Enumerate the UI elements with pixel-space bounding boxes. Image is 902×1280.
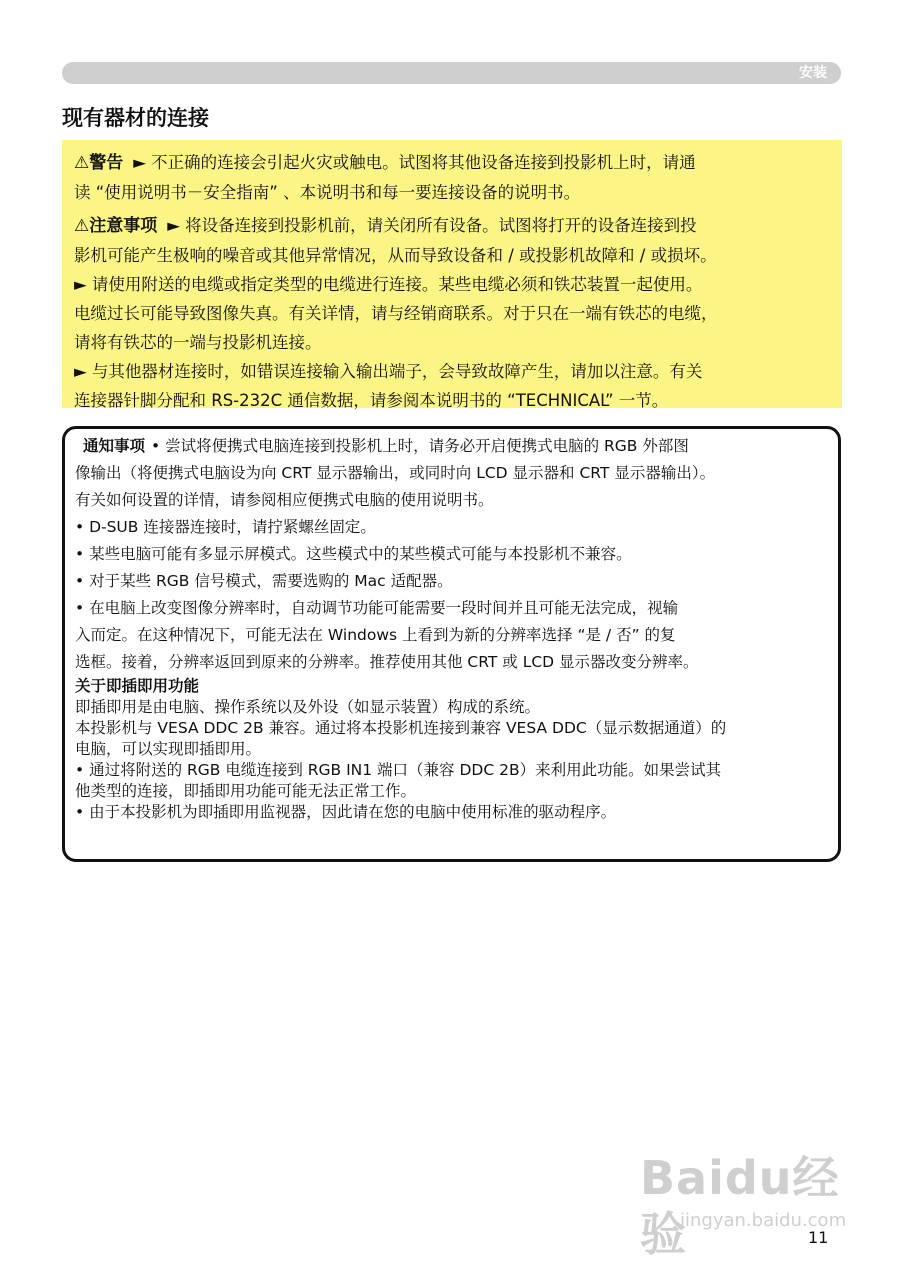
- section-header-bar: [62, 62, 841, 84]
- page-title: 现有器材的连接: [62, 106, 209, 130]
- caution-text-line: ► 与其他器材连接时，如错误连接输入输出端子，会导致故障产生，请加以注意。有关: [74, 362, 703, 381]
- notice-text-line: • 尝试将便携式电脑连接到投影机上时，请务必开启便携式电脑的 RGB 外部图: [151, 437, 689, 455]
- warning-text-line: ► 不正确的连接会引起火灾或触电。试图将其他设备连接到投影机上时，请通: [133, 153, 696, 172]
- caution-text-line: 电缆过长可能导致图像失真。有关详情，请与经销商联系。对于只在一端有铁芯的电缆，: [74, 304, 718, 323]
- warning-tag: ⚠警告: [74, 153, 124, 173]
- notice-bullet: • 对于某些 RGB 信号模式，需要选购的 Mac 适配器。: [75, 572, 453, 590]
- notice-box: [62, 426, 841, 862]
- pnp-text-line: 他类型的连接，即插即用功能可能无法正常工作。: [75, 782, 417, 800]
- caution-tag: ⚠注意事项: [74, 216, 158, 236]
- watermark-logo-text: Baidu经验: [640, 1151, 840, 1261]
- pnp-heading: 关于即插即用功能: [75, 677, 200, 695]
- watermark-url-text: jingyan.baidu.com: [680, 1210, 847, 1231]
- warning-paragraph: [74, 148, 830, 178]
- pnp-text-line: 电脑，可以实现即插即用。: [75, 740, 262, 758]
- notice-text-line: 有关如何设置的详情，请参阅相应便携式电脑的使用说明书。: [75, 491, 494, 509]
- notice-tag: 通知事项: [83, 437, 146, 455]
- notice-text-line: 选框。接着，分辨率返回到原来的分辨率。推荐使用其他 CRT 或 LCD 显示器改变分辨率。: [75, 653, 699, 671]
- section-label: 安装: [799, 65, 827, 81]
- pnp-text-line: 本投影机与 VESA DDC 2B 兼容。通过将本投影机连接到兼容 VESA DDC（显示数据通道）的: [75, 719, 727, 737]
- pnp-bullet: • 由于本投影机为即插即用监视器，因此请在您的电脑中使用标准的驱动程序。: [75, 803, 617, 821]
- caution-paragraph: [74, 211, 830, 241]
- warning-text-line: 读 “使用说明书－安全指南” 、本说明书和每一要连接设备的说明书。: [74, 183, 581, 202]
- caution-text-line: 请将有铁芯的一端与投影机连接。: [74, 333, 322, 352]
- pnp-text-line: 即插即用是由电脑、操作系统以及外设（如显示装置）构成的系统。: [75, 698, 541, 716]
- caution-text-line: 连接器针脚分配和 RS-232C 通信数据，请参阅本说明书的 “TECHNICAL” 一节。: [74, 391, 669, 410]
- page-number: 11: [808, 1228, 829, 1247]
- notice-text-line: 入而定。在这种情况下，可能无法在 Windows 上看到为新的分辨率选择 “是 / 否” 的复: [75, 626, 676, 644]
- notice-bullet: • 在电脑上改变图像分辨率时，自动调节功能可能需要一段时间并且可能无法完成，视输: [75, 599, 679, 617]
- notice-bullet: • 某些电脑可能有多显示屏模式。这些模式中的某些模式可能与本投影机不兼容。: [75, 545, 632, 563]
- warning-box: [62, 140, 842, 408]
- notice-text-line: 像输出（将便携式电脑设为向 CRT 显示器输出，或同时向 LCD 显示器和 CRT 显示器输出）。: [75, 464, 716, 482]
- caution-text-line: 影机可能产生极响的噪音或其他异常情况，从而导致设备和 / 或投影机故障和 / 或损坏。: [74, 246, 717, 265]
- caution-text-line: ► 将设备连接到投影机前，请关闭所有设备。试图将打开的设备连接到投: [167, 216, 697, 235]
- notice-paragraph: [75, 433, 828, 460]
- pnp-bullet: • 通过将附送的 RGB 电缆连接到 RGB IN1 端口（兼容 DDC 2B）来利用此功能。如果尝试其: [75, 761, 722, 779]
- caution-text-line: ► 请使用附送的电缆或指定类型的电缆进行连接。某些电缆必须和铁芯装置一起使用。: [74, 275, 703, 294]
- notice-bullet: • D-SUB 连接器连接时，请拧紧螺丝固定。: [75, 518, 376, 536]
- baidu-watermark: [640, 1150, 847, 1261]
